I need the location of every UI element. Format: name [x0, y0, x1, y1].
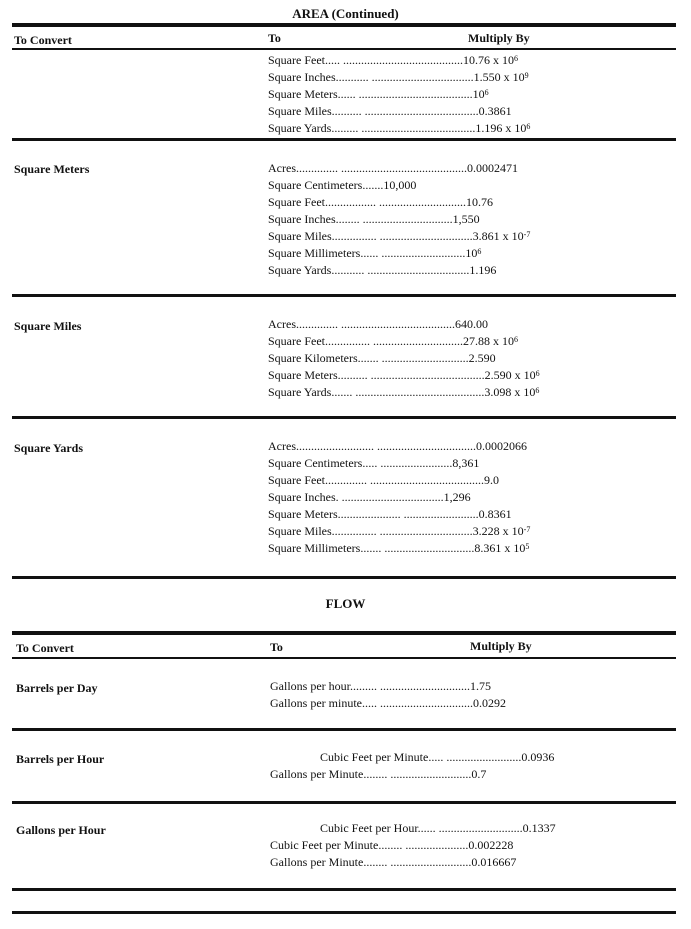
factor-exponent: 6	[477, 247, 482, 256]
unit-label: Square Centimeters	[268, 456, 363, 470]
unit-label: Acres	[268, 439, 296, 453]
factor-exponent: -7	[523, 525, 531, 534]
conversion-row	[268, 86, 530, 103]
unit-label: Square Meters	[268, 507, 338, 521]
factor-value: 0.1337	[522, 821, 556, 835]
leader-dots: .......	[362, 178, 384, 192]
conversion-row	[268, 489, 530, 506]
conversion-row	[268, 194, 530, 211]
leader-dots: ......... ..............................	[350, 679, 470, 693]
conversion-row	[268, 211, 530, 228]
unit-label: Square Inches	[268, 70, 336, 84]
conversion-row	[270, 766, 554, 783]
conversion-row	[268, 160, 530, 177]
factor-exponent: 9	[524, 71, 529, 80]
flow-group-barrels-per-day	[270, 678, 506, 712]
unit-label: Gallons per Minute	[270, 767, 364, 781]
factor-value: 3.861 x 10	[472, 229, 524, 243]
factor-value: 9.0	[483, 473, 499, 487]
factor-value: 0.016667	[471, 855, 517, 869]
leader-dots: .............. ......................................	[295, 317, 455, 331]
area-category-label: Square Miles	[14, 319, 82, 333]
leader-dots: ..... ........................	[362, 456, 453, 470]
leader-dots: ............... ...............................	[331, 229, 473, 243]
leader-dots: . ..................................	[335, 490, 444, 504]
area-group-continued	[268, 52, 530, 137]
unit-label: Square Miles	[268, 104, 332, 118]
leader-dots: .......... ......................................	[337, 368, 485, 382]
flow-header-multiply: Multiply By	[470, 639, 532, 653]
flow-header-to: To	[270, 640, 283, 654]
conversion-row	[268, 438, 530, 455]
conversion-row	[268, 472, 530, 489]
factor-value: 27.88 x 10	[462, 334, 514, 348]
leader-dots: .......................... .................................	[295, 439, 476, 453]
area-category-label: Square Yards	[14, 441, 84, 455]
leader-dots: ........ ...........................	[363, 855, 472, 869]
factor-value: 0.0002066	[475, 439, 527, 453]
area-header-to: To	[268, 31, 281, 45]
conversion-row	[268, 177, 530, 194]
unit-label: Square Yards	[268, 263, 332, 277]
conversion-row	[268, 506, 530, 523]
conversion-row	[270, 678, 506, 695]
unit-label: Cubic Feet per Hour	[320, 821, 418, 835]
conversion-row	[268, 350, 540, 367]
factor-value: 10.76 x 10	[462, 53, 514, 67]
leader-dots: ....... ...........................................	[331, 385, 485, 399]
conversion-row	[268, 52, 530, 69]
flow-group-divider	[12, 801, 676, 804]
factor-value: 8,361	[452, 456, 480, 470]
unit-label: Gallons per hour	[270, 679, 350, 693]
factor-value: 1.75	[470, 679, 491, 693]
area-group-divider	[12, 294, 676, 297]
factor-value: 0.002228	[468, 838, 514, 852]
leader-dots: ............... ...............................	[331, 524, 473, 538]
factor-exponent: -7	[523, 230, 531, 239]
factor-value: 10,000	[383, 178, 417, 192]
factor-value: 0.0292	[472, 696, 506, 710]
factor-value: 0.7	[471, 767, 487, 781]
area-group-divider	[12, 416, 676, 419]
unit-label: Square Meters	[268, 87, 338, 101]
factor-exponent: 6	[484, 88, 489, 97]
conversion-row	[270, 820, 556, 837]
flow-group-gallons-per-hour	[270, 820, 556, 871]
leader-dots: .............. ......................................	[324, 473, 484, 487]
conversion-row	[270, 854, 556, 871]
leader-dots: ............... ..............................	[324, 334, 463, 348]
leader-dots: ..... .........................	[428, 750, 522, 764]
factor-value: 8.361 x 10	[474, 541, 526, 555]
unit-label: Cubic Feet per Minute	[270, 838, 379, 852]
conversion-row	[270, 749, 554, 766]
area-header-rule-bottom	[12, 48, 676, 50]
unit-label: Acres	[268, 161, 296, 175]
factor-value: 3.098 x 10	[484, 385, 536, 399]
unit-label: Gallons per Minute	[270, 855, 364, 869]
conversion-row	[268, 523, 530, 540]
conversion-row	[268, 245, 530, 262]
factor-exponent: 6	[535, 369, 540, 378]
conversion-row	[268, 333, 540, 350]
flow-header-rule-bottom	[12, 657, 676, 659]
unit-label: Square Feet	[268, 473, 325, 487]
leader-dots: ...... ............................	[360, 246, 466, 260]
leader-dots: ..... ........................................	[324, 53, 463, 67]
factor-value: 1.550 x 10	[473, 70, 525, 84]
conversion-row	[268, 455, 530, 472]
leader-dots: ........ ...........................	[363, 767, 472, 781]
unit-label: Square Yards	[268, 121, 332, 135]
factor-exponent: 6	[526, 122, 531, 131]
leader-dots: ..... ...............................	[361, 696, 473, 710]
unit-label: Acres	[268, 317, 296, 331]
leader-dots: ...... ............................	[417, 821, 523, 835]
factor-value: 0.0936	[521, 750, 555, 764]
leader-dots: ......... ......................................	[331, 121, 476, 135]
flow-category-label: Barrels per Hour	[16, 752, 105, 766]
leader-dots: ..................... .........................	[337, 507, 479, 521]
factor-exponent: 5	[525, 542, 530, 551]
leader-dots: ....... .............................	[357, 351, 469, 365]
leader-dots: .......... ......................................	[331, 104, 479, 118]
factor-value: 1.196	[469, 263, 497, 277]
area-header-rule-top	[12, 23, 676, 27]
factor-value: 10.76	[465, 195, 493, 209]
factor-value: 2.590 x 10	[484, 368, 536, 382]
leader-dots: ........... ..................................	[335, 70, 474, 84]
conversion-row	[268, 316, 540, 333]
factor-value: 10	[465, 246, 478, 260]
factor-value: 1,296	[443, 490, 471, 504]
conversion-row	[268, 540, 530, 557]
conversion-row	[268, 262, 530, 279]
leader-dots: ....... ..............................	[360, 541, 475, 555]
leader-dots: ................. .............................	[324, 195, 466, 209]
unit-label: Square Miles	[268, 229, 332, 243]
factor-exponent: 6	[513, 335, 518, 344]
unit-label: Square Inches	[268, 490, 336, 504]
area-group-divider	[12, 138, 676, 141]
conversion-row	[268, 384, 540, 401]
leader-dots: ...... ......................................	[337, 87, 473, 101]
conversion-row	[270, 695, 506, 712]
unit-label: Square Meters	[268, 368, 338, 382]
area-group-square-yards	[268, 438, 530, 557]
conversion-row	[270, 837, 556, 854]
flow-group-divider	[12, 888, 676, 891]
unit-label: Square Feet	[268, 53, 325, 67]
unit-label: Square Feet	[268, 334, 325, 348]
flow-category-label: Barrels per Day	[16, 681, 98, 695]
unit-label: Square Feet	[268, 195, 325, 209]
leader-dots: .............. ..........................................	[295, 161, 467, 175]
factor-value: 640.00	[454, 317, 488, 331]
area-header-multiply: Multiply By	[468, 31, 530, 45]
flow-header-rule-top	[12, 631, 676, 635]
conversion-row	[268, 228, 530, 245]
factor-exponent: 6	[513, 54, 518, 63]
area-section-end-rule	[12, 576, 676, 579]
unit-label: Cubic Feet per Minute	[320, 750, 429, 764]
factor-value: 0.0002471	[466, 161, 518, 175]
conversion-row	[268, 120, 530, 137]
area-category-label: Square Meters	[14, 162, 90, 176]
flow-header-convert: To Convert	[16, 641, 74, 655]
factor-value: 3.228 x 10	[472, 524, 524, 538]
page-end-rule	[12, 911, 676, 914]
conversion-row	[268, 103, 530, 120]
factor-value: 0.3861	[478, 104, 512, 118]
leader-dots: ........... ..................................	[331, 263, 470, 277]
unit-label: Square Centimeters	[268, 178, 363, 192]
factor-value: 1,550	[452, 212, 480, 226]
conversion-row	[268, 69, 530, 86]
area-group-square-miles	[268, 316, 540, 401]
unit-label: Square Miles	[268, 524, 332, 538]
leader-dots: ........ ..............................	[335, 212, 453, 226]
factor-value: 1.196 x 10	[475, 121, 527, 135]
area-group-square-meters	[268, 160, 530, 279]
flow-category-label: Gallons per Hour	[16, 823, 106, 837]
unit-label: Square Inches	[268, 212, 336, 226]
factor-value: 10	[472, 87, 485, 101]
flow-group-divider	[12, 728, 676, 731]
unit-label: Square Millimeters	[268, 541, 361, 555]
unit-label: Square Kilometers	[268, 351, 358, 365]
conversion-row	[268, 367, 540, 384]
unit-label: Square Millimeters	[268, 246, 361, 260]
area-title: AREA (Continued)	[292, 6, 399, 21]
area-header-convert: To Convert	[14, 33, 72, 47]
flow-group-barrels-per-hour	[270, 749, 554, 783]
factor-value: 0.8361	[478, 507, 512, 521]
leader-dots: ........ .....................	[378, 838, 469, 852]
unit-label: Gallons per minute	[270, 696, 362, 710]
unit-label: Square Yards	[268, 385, 332, 399]
factor-value: 2.590	[468, 351, 496, 365]
flow-title: FLOW	[325, 596, 366, 611]
factor-exponent: 6	[535, 386, 540, 395]
